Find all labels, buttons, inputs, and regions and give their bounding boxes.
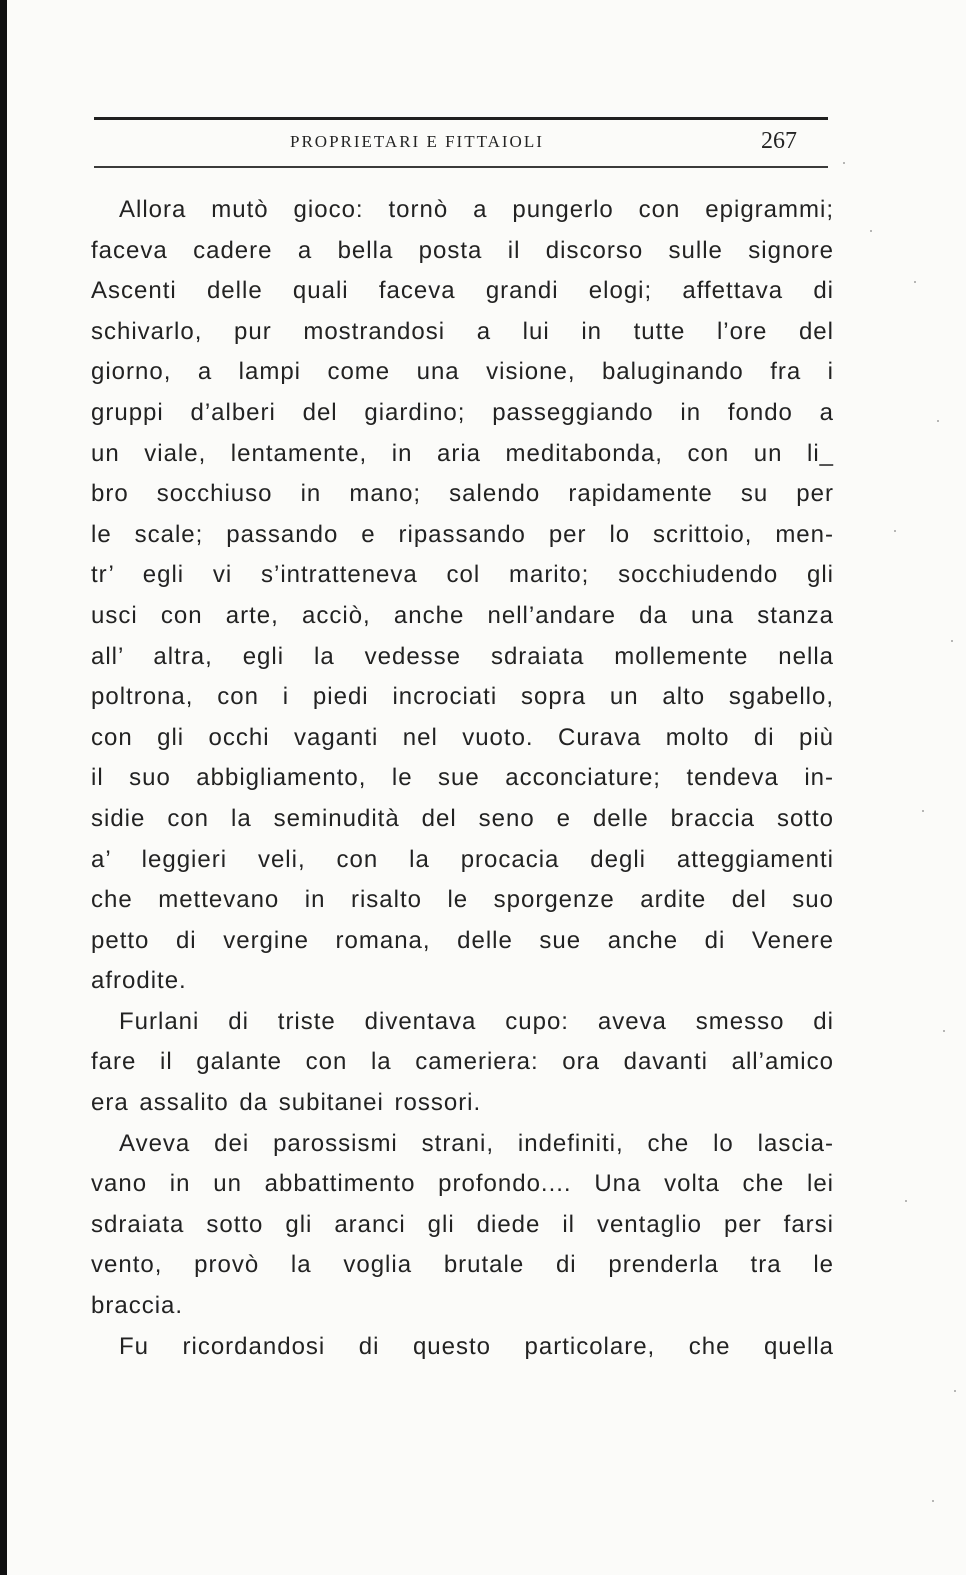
text-line: vento, provò la voglia brutale di prenderla tra le xyxy=(91,1251,834,1279)
text-line: Aveva dei parossismi strani, indefiniti, che lo lascia- xyxy=(119,1129,834,1157)
text-line: usci con arte, acciò, anche nell’andare da una stanza xyxy=(91,601,834,629)
text-line: a’ leggieri veli, con la procacia degli atteggiamenti xyxy=(91,845,834,873)
scan-speck xyxy=(843,162,845,164)
running-title: PROPRIETARI E FITTAIOLI xyxy=(290,132,544,151)
text-line: il suo abbigliamento, le sue acconciature; tendeva in- xyxy=(91,764,834,792)
text-line: era assalito da subitanei rossori. xyxy=(91,1089,482,1117)
scan-speck xyxy=(932,1500,934,1502)
body-text xyxy=(91,190,834,1367)
scan-speck xyxy=(943,1030,945,1032)
page-left-edge xyxy=(0,0,7,1575)
text-line: Allora mutò gioco: tornò a pungerlo con epigrammi; xyxy=(119,196,834,223)
text-line: afrodite. xyxy=(91,967,187,995)
text-line: che mettevano in risalto le sporgenze ardite del suo xyxy=(91,886,834,914)
text-line: Furlani di triste diventava cupo: aveva smesso di xyxy=(119,1007,834,1035)
page-number: 267 xyxy=(761,128,797,154)
scan-speck xyxy=(951,640,953,642)
running-header xyxy=(94,124,828,164)
scan-speck xyxy=(870,230,872,232)
text-line: Fu ricordandosi di questo particolare, che quella xyxy=(119,1332,834,1360)
text-line: petto di vergine romana, delle sue anche di Venere xyxy=(91,926,834,954)
text-line: vano in un abbattimento profondo.... Una volta che lei xyxy=(91,1170,834,1198)
text-line: con gli occhi vaganti nel vuoto. Curava molto di più xyxy=(91,723,834,751)
text-line: gruppi d’alberi del giardino; passeggiando in fondo a xyxy=(91,398,834,426)
text-line: braccia. xyxy=(91,1292,184,1320)
text-line: fare il galante con la cameriera: ora davanti all’amico xyxy=(91,1048,834,1076)
text-line: sidie con la seminudità del seno e delle braccia sotto xyxy=(91,804,834,832)
header-rule xyxy=(94,166,828,168)
scan-speck xyxy=(937,420,939,422)
text-line: le scale; passando e ripassando per lo scrittoio, men- xyxy=(91,520,834,548)
text-line: un viale, lentamente, in aria meditabonda, con un li_ xyxy=(91,439,834,467)
text-line: poltrona, con i piedi incrociati sopra un alto sgabello, xyxy=(91,683,834,711)
text-line: sdraiata sotto gli aranci gli diede il ventaglio per farsi xyxy=(91,1210,834,1238)
text-line: Ascenti delle quali faceva grandi elogi; affettava di xyxy=(91,277,834,305)
scan-speck xyxy=(954,1390,956,1392)
text-line: giorno, a lampi come una visione, baluginando fra i xyxy=(91,358,834,386)
text-line: tr’ egli vi s’intratteneva col marito; socchiudendo gli xyxy=(91,561,834,589)
text-line: schivarlo, pur mostrandosi a lui in tutte l’ore del xyxy=(91,317,834,345)
text-line: bro socchiuso in mano; salendo rapidamente su per xyxy=(91,480,834,508)
text-line: all’ altra, egli la vedesse sdraiata mollemente nella xyxy=(91,642,834,670)
top-rule xyxy=(94,117,828,120)
scan-speck xyxy=(914,281,916,283)
scan-speckles xyxy=(821,0,966,1575)
scan-speck xyxy=(905,1200,907,1202)
scan-speck xyxy=(894,530,896,532)
scan-speck xyxy=(922,810,924,812)
text-line: faceva cadere a bella posta il discorso sulle signore xyxy=(91,236,834,264)
